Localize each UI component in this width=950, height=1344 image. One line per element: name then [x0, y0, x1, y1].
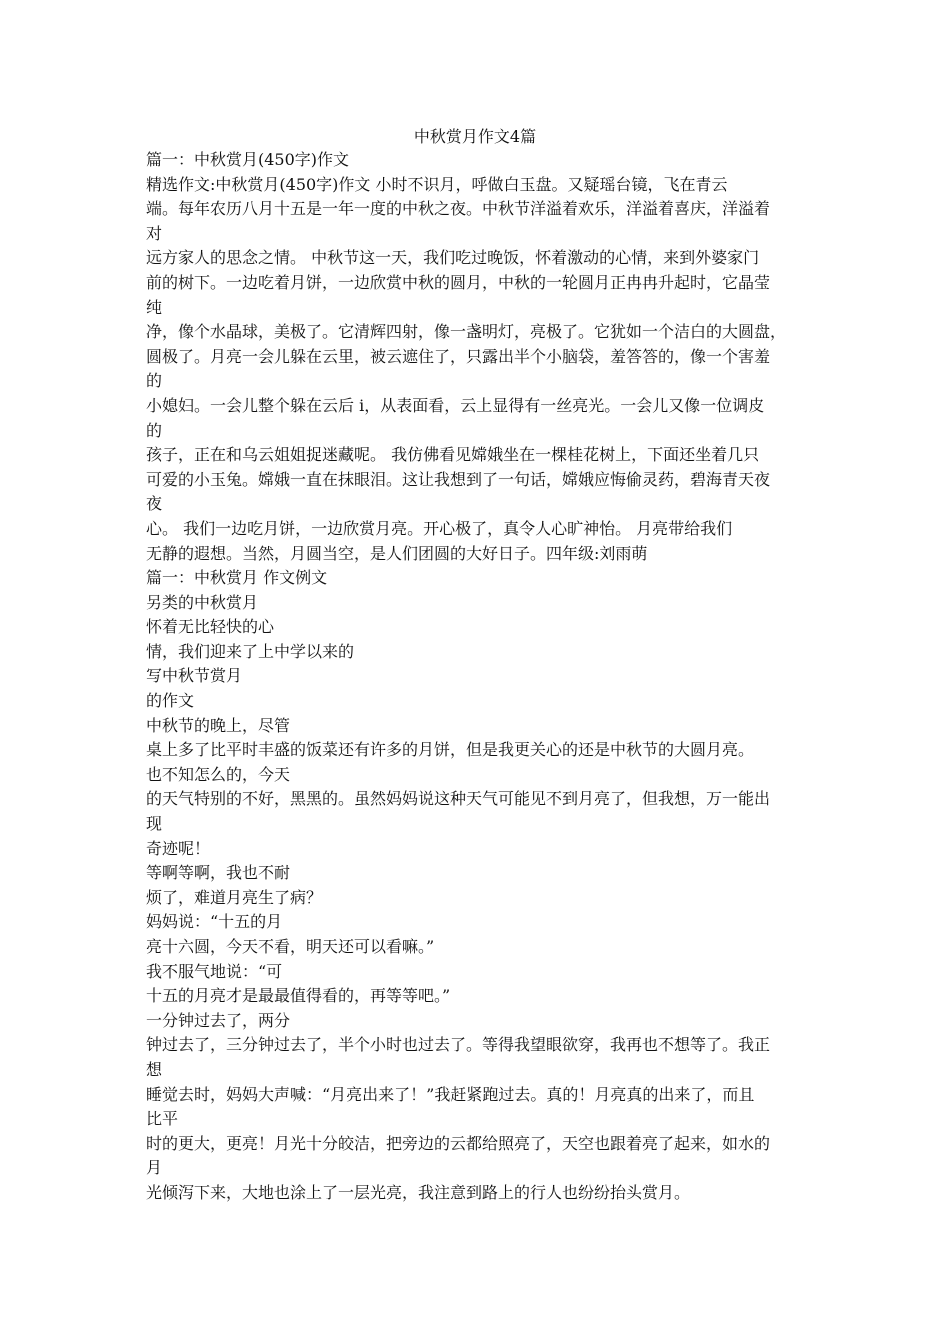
text-line: 孩子，正在和乌云姐姐捉迷藏呢。 我仿佛看见嫦娥坐在一棵桂花树上，下面还坐着几只	[146, 445, 760, 465]
text-line: 精选作文:中秋赏月(450字)作文 小时不识月，呼做白玉盘。又疑瑶台镜，飞在青云	[146, 174, 728, 194]
document-body	[146, 148, 810, 1206]
text-line: 时的更大，更亮！月光十分皎洁，把旁边的云都给照亮了，天空也跟着亮了起来，如水的	[146, 1133, 771, 1153]
text-line: 想	[146, 1059, 163, 1079]
text-line: 的	[146, 371, 163, 391]
text-line: 净，像个水晶球，美极了。它清辉四射，像一盏明灯，亮极了。它犹如一个洁白的大圆盘，	[146, 322, 787, 342]
text-line: 钟过去了，三分钟过去了，半个小时也过去了。等得我望眼欲穿，我再也不想等了。我正	[146, 1035, 771, 1055]
text-line: 也不知怎么的，今天	[146, 764, 291, 784]
text-line: 前的树下。一边吃着月饼，一边欣赏中秋的圆月，中秋的一轮圆月正冉冉升起时，它晶莹	[146, 272, 771, 292]
text-line: 的	[146, 420, 163, 440]
text-line: 睡觉去时，妈妈大声喊：“月亮出来了！”我赶紧跑过去。真的！月亮真的出来了，而且	[146, 1084, 755, 1104]
text-line: 对	[146, 223, 163, 243]
text-line: 现	[146, 814, 163, 834]
document-title: 中秋赏月作文4篇	[413, 127, 537, 146]
text-line: 圆极了。月亮一会儿躲在云里，被云遮住了，只露出半个小脑袋，羞答答的，像一个害羞	[146, 346, 771, 366]
text-line: 心。 我们一边吃月饼，一边欣赏月亮。开心极了，真令人心旷神怡。 月亮带给我们	[146, 518, 733, 538]
text-line: 我不服气地说：“可	[146, 961, 283, 981]
text-line: 篇一：中秋赏月(450字)作文	[146, 150, 350, 169]
text-line: 远方家人的思念之情。 中秋节这一天，我们吃过晚饭，怀着激动的心情，来到外婆家门	[146, 248, 760, 268]
text-line: 的天气特别的不好，黑黑的。虽然妈妈说这种天气可能见不到月亮了，但我想，万一能出	[146, 789, 771, 809]
text-line: 妈妈说：“十五的月	[146, 912, 283, 932]
text-line: 亮十六圆，今天不看，明天还可以看嘛。”	[146, 937, 435, 956]
text-line: 十五的月亮才是最最值得看的，再等等吧。”	[146, 986, 451, 1006]
text-line: 篇一：中秋赏月 作文例文	[146, 568, 328, 588]
text-line: 中秋节的晚上，尽管	[146, 715, 291, 735]
text-line: 月	[146, 1158, 163, 1178]
text-line: 怀着无比轻快的心	[146, 617, 275, 637]
text-line: 奇迹呢！	[146, 838, 211, 858]
text-line: 夜	[146, 494, 163, 514]
text-line: 无静的遐想。当然，月圆当空，是人们团圆的大好日子。四年级:刘雨萌	[146, 543, 648, 563]
text-line: 一分钟过去了，两分	[146, 1010, 291, 1030]
text-line: 比平	[146, 1109, 179, 1129]
text-line: 纯	[146, 297, 163, 317]
text-line: 情，我们迎来了上中学以来的	[146, 641, 355, 661]
text-line: 写中秋节赏月	[146, 666, 243, 686]
text-line: 的作文	[146, 691, 195, 711]
text-line: 光倾泻下来，大地也涂上了一层光亮，我注意到路上的行人也纷纷抬头赏月。	[146, 1182, 691, 1202]
text-line: 可爱的小玉兔。嫦娥一直在抹眼泪。这让我想到了一句话，嫦娥应悔偷灵药，碧海青天夜	[146, 469, 771, 489]
text-line: 桌上多了比平时丰盛的饭菜还有许多的月饼，但是我更关心的还是中秋节的大圆月亮。	[146, 740, 755, 760]
text-line: 等啊等啊，我也不耐	[146, 863, 291, 883]
text-line: 另类的中秋赏月	[146, 592, 259, 612]
text-line: 烦了，难道月亮生了病？	[146, 887, 323, 907]
text-line: 小媳妇。一会儿整个躲在云后 i，从表面看，云上显得有一丝亮光。一会儿又像一位调皮	[146, 395, 765, 415]
text-line: 端。每年农历八月十五是一年一度的中秋之夜。中秋节洋溢着欢乐，洋溢着喜庆，洋溢着	[146, 199, 771, 219]
